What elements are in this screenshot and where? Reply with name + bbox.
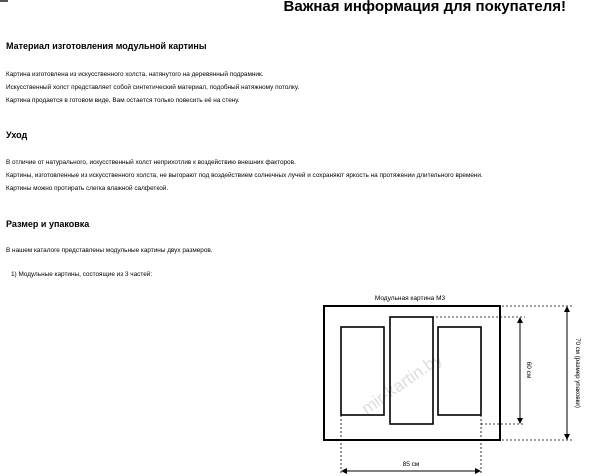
- arrow-left: [341, 468, 347, 474]
- outer-height-label: 70 см (размер упаковки): [574, 338, 581, 408]
- text-line: Картина изготовлена из искусственного холста, натянутого на деревянный подрамник.: [6, 71, 264, 78]
- text-line: Искусственный холст представляет собой синтетический материал, подобный натяжному потолку.: [6, 84, 300, 91]
- section-heading-care: Уход: [6, 130, 28, 140]
- text-line: Картины можно протирать слегка влажной салфеткой.: [6, 185, 169, 192]
- section-heading-size: Размер и упаковка: [6, 219, 90, 229]
- arrow-down: [564, 434, 570, 440]
- size-list-item-1: 1) Модульные картины, состоящие из 3 частей:: [11, 271, 153, 278]
- panel-right: [438, 327, 481, 415]
- section-text-size-intro: В нашем каталоге представлены модульные картины двух размеров.: [6, 247, 213, 254]
- section-heading-material: Материал изготовления модульной картины: [6, 41, 207, 51]
- arrow-right: [475, 468, 481, 474]
- page-title: Важная информация для покупателя!: [283, 0, 566, 15]
- watermark: mir-kartin.by: [358, 348, 446, 419]
- diagram-caption: Модульная картина М3: [374, 295, 446, 302]
- text-line: В отличие от натурального, искусственный холст неприхотлив к воздействию внешних факторов.: [6, 159, 296, 166]
- text-line: Картина продается в готовом виде, Вам остается только повесить её на стену.: [6, 97, 240, 104]
- arrow-up: [517, 317, 523, 323]
- width-label: 85 см: [402, 461, 420, 468]
- text-line: Картины, изготовленные из искусственного холста, не выгорают под воздействием солнечных лучей и сохраняют яркость на протяжении длительного времени.: [6, 172, 483, 179]
- inner-height-label: 60 см: [525, 361, 532, 379]
- arrow-down: [517, 418, 523, 424]
- arrow-up: [564, 306, 570, 312]
